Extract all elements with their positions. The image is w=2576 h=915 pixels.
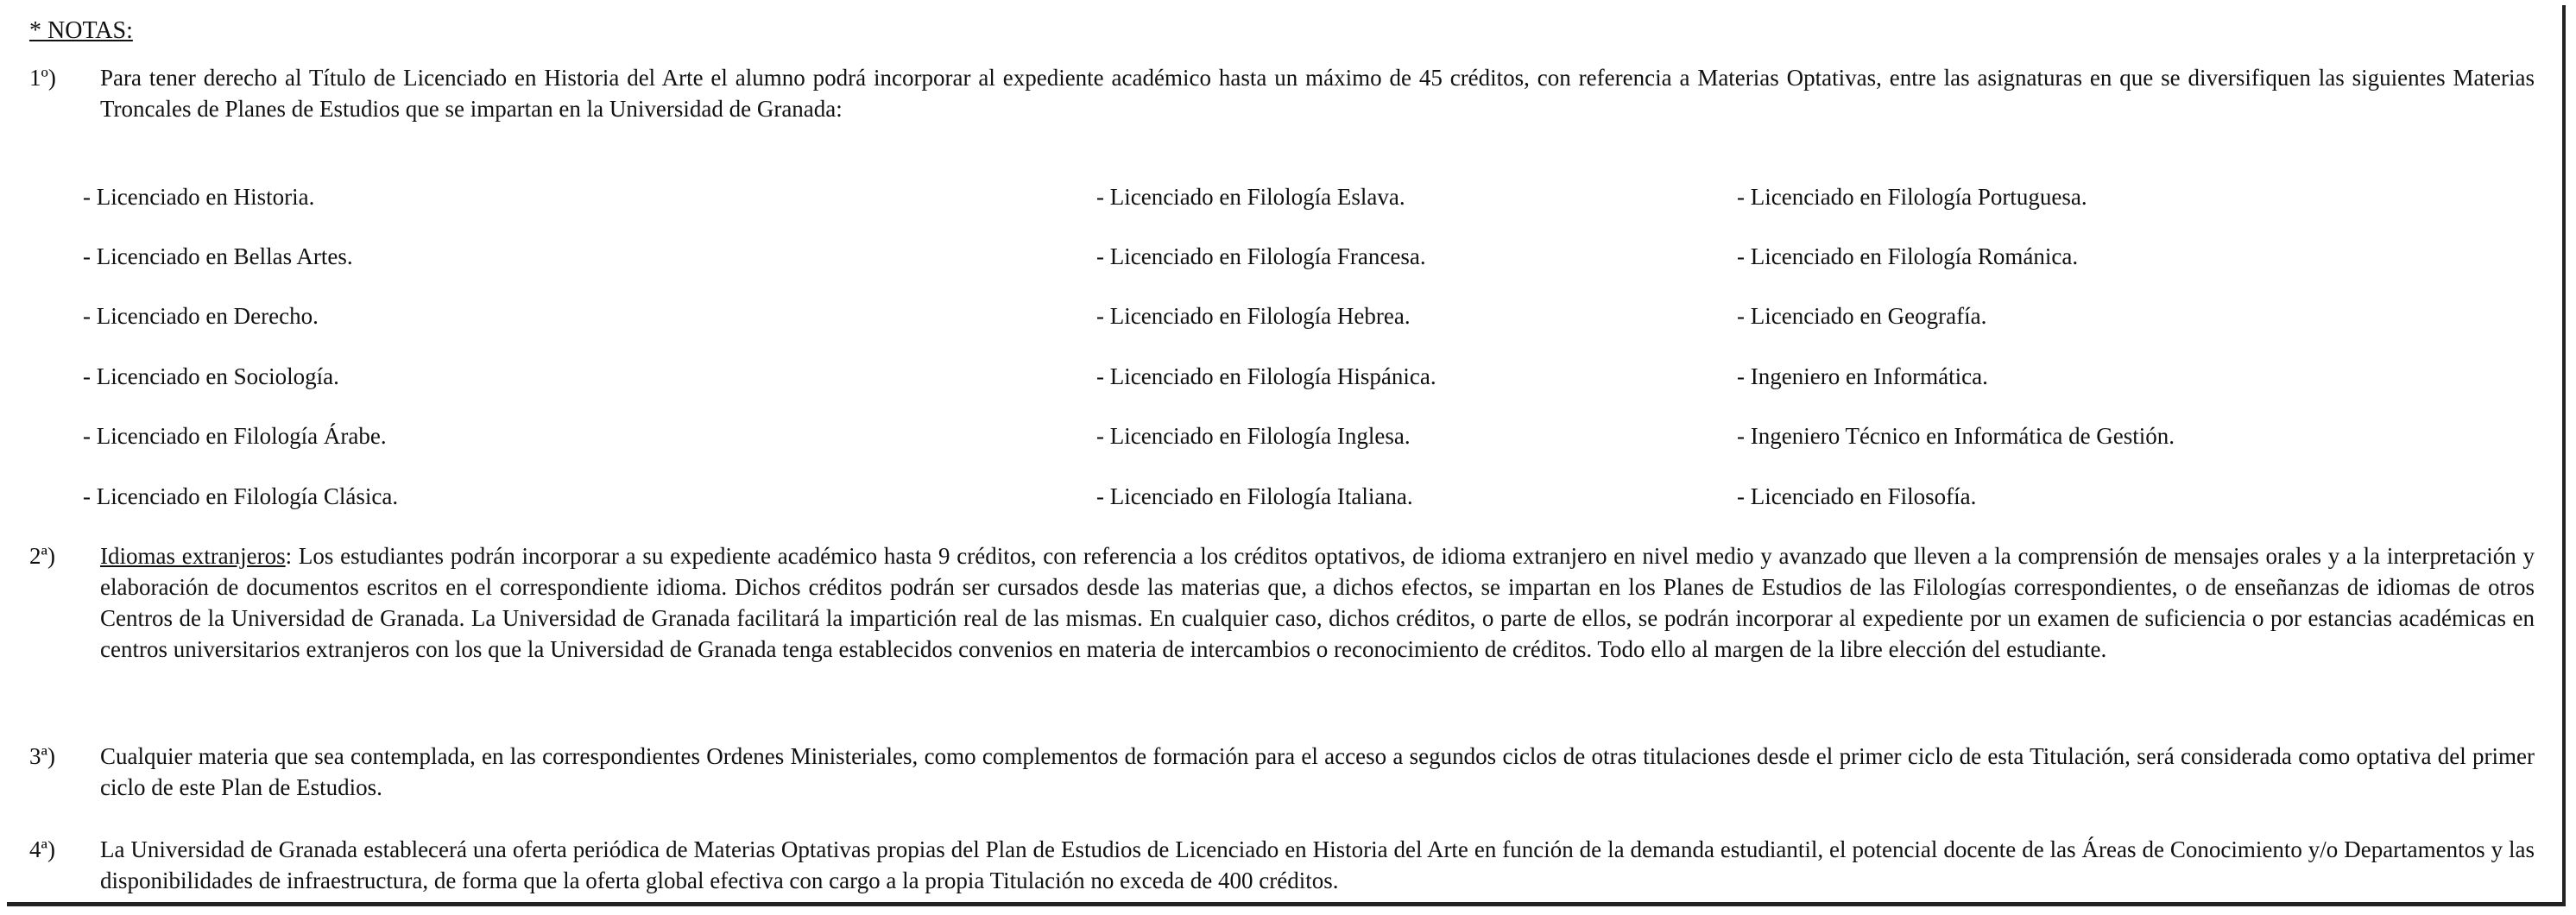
note-2-text: : Los estudiantes podrán incorporar a su expediente académico hasta 9 créditos, con referencia a los créditos optativos, de idioma extranjero en nivel medio y avanzado que lleven a la comprensión de mensajes orales y a la interpretación y elaboración de documentos escritos en el correspondiente idioma. Dichos créditos podrán ser cursados desde las materias que, a dichos efectos, se impartan en los Planes de Estudios de las Filologías correspondientes, o de enseñanzas de idiomas de otros Centros de la Universidad de Granada. La Universidad de Granada facilitará la impartición real de las mismas. En cualquier caso, dichos créditos, o parte de ellos, se podrán incorporar al expediente por un examen de suficiencia o por estancias académicas en centros universitarios extranjeros con los que la Universidad de Granada tenga establecidos convenios en materia de intercambios o reconocimiento de créditos. Todo ello al margen de la libre elección del estudiante. bbox=[100, 543, 2535, 662]
list-item: - Licenciado en Filología Hispánica. bbox=[1096, 363, 1436, 389]
list-item: - Licenciado en Filosofía. bbox=[1737, 483, 1977, 509]
note-3-number: 3ª) bbox=[29, 743, 55, 769]
note-3-text: Cualquier materia que sea contemplada, en las correspondientes Ordenes Ministeriales, como complementos de formación para el acceso a segundos ciclos de otras titulaciones desde el primer ciclo de esta Titulación, será considerada como optativa del primer ciclo de este Plan de Estudios. bbox=[100, 743, 2535, 800]
note-2-label: Idiomas extranjeros bbox=[100, 543, 286, 569]
list-item: - Licenciado en Sociología. bbox=[83, 363, 339, 389]
list-item: - Licenciado en Filología Francesa. bbox=[1096, 243, 1426, 269]
note-2-number: 2ª) bbox=[29, 543, 55, 569]
list-item: - Licenciado en Bellas Artes. bbox=[83, 243, 353, 269]
list-item: - Licenciado en Filología Italiana. bbox=[1096, 483, 1413, 509]
list-item: - Licenciado en Filología Románica. bbox=[1737, 243, 2079, 269]
list-item: - Licenciado en Filología Clásica. bbox=[83, 483, 399, 509]
list-item: - Licenciado en Geografía. bbox=[1737, 303, 1987, 329]
list-item: - Licenciado en Filología Hebrea. bbox=[1096, 303, 1411, 329]
note-1-number: 1º) bbox=[29, 65, 56, 91]
list-item: - Licenciado en Filología Portuguesa. bbox=[1737, 184, 2087, 210]
note-4-number: 4ª) bbox=[29, 836, 55, 862]
list-item: - Licenciado en Filología Árabe. bbox=[83, 423, 387, 449]
note-2-paragraph bbox=[100, 540, 2535, 665]
note-4-text: La Universidad de Granada establecerá una oferta periódica de Materias Optativas propias del Plan de Estudios de Licenciado en Historia del Arte en función de la demanda estudiantil, el potencial docente de las Áreas de Conocimiento y/o Departamentos y las disponibilidades de infraestructura, de forma que la oferta global efectiva con cargo a la propia Titulación no exceda de 400 créditos. bbox=[100, 836, 2535, 893]
list-item: - Ingeniero Técnico en Informática de Gestión. bbox=[1737, 423, 2175, 449]
list-item: - Licenciado en Historia. bbox=[83, 184, 315, 210]
note-1-text: Para tener derecho al Título de Licenciado en Historia del Arte el alumno podrá incorporar al expediente académico hasta un máximo de 45 créditos, con referencia a Materias Optativas, entre las asignaturas en que se diversifiquen las siguientes Materias Troncales de Planes de Estudios que se impartan en la Universidad de Granada: bbox=[100, 65, 2535, 122]
list-item: - Ingeniero en Informática. bbox=[1737, 363, 1988, 389]
list-item: - Licenciado en Filología Inglesa. bbox=[1096, 423, 1411, 449]
list-item: - Licenciado en Derecho. bbox=[83, 303, 319, 329]
list-item: - Licenciado en Filología Eslava. bbox=[1096, 184, 1405, 210]
notes-heading: * NOTAS: bbox=[29, 17, 133, 44]
